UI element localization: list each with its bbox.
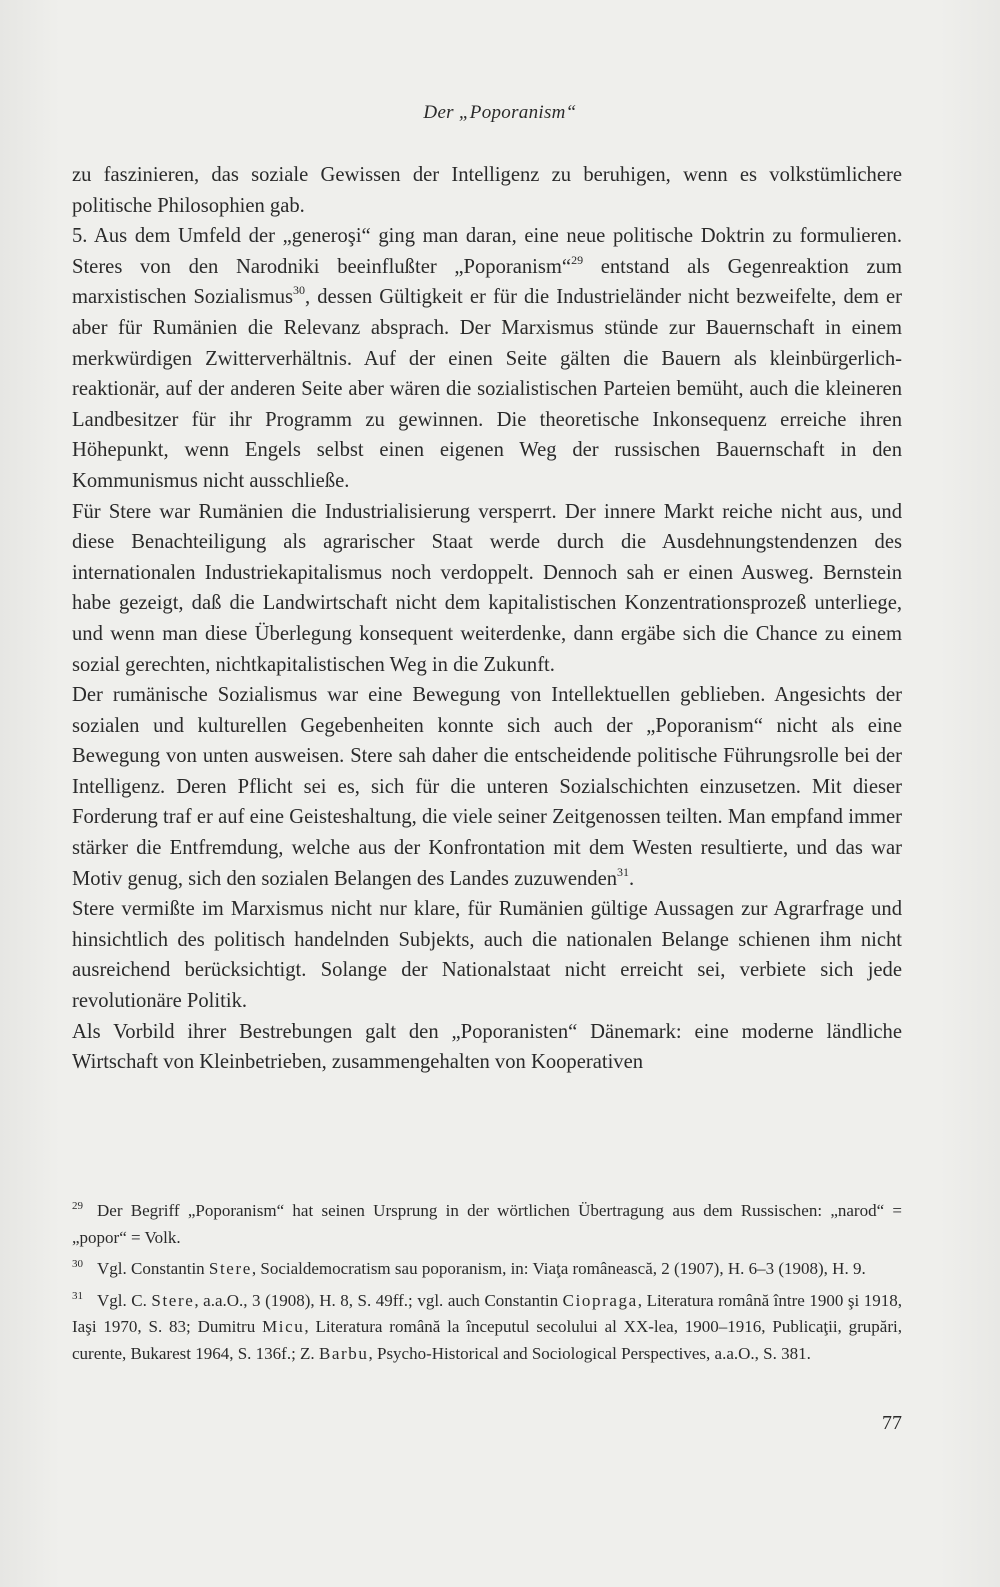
footnote-text: , Literatura română între 1900 şi 1918, Iaşi 1970, S. 83; Dumitru	[72, 1290, 902, 1336]
paragraph-2-text-b: entstand als Gegenreaktion zum marxistischen Sozialismus	[72, 255, 902, 309]
footnote-text: , Psycho-Historical and Sociological Perspectives, a.a.O., S. 381.	[368, 1343, 811, 1363]
paragraph-5-text: Stere vermißte im Marxismus nicht nur klare, für Rumänien gültige Aussagen zur Agrarfrage und hinsichtlich des politisch handelnden Subjekts, auch die nationalen Belange schienen ihm nicht ausreichend berücksichtigt. Solange der Nationalstaat nicht erreicht sei, verbiete sich jede revolutionäre Politik.	[72, 898, 902, 1013]
paragraph-4	[72, 680, 902, 894]
paragraph-2-text: 5. Aus dem Umfeld der „generoşi“ ging man daran, eine neue politische Doktrin zu formulieren. Steres von den Narodniki beeinflußter „Poporanism“	[72, 225, 902, 278]
paragraph-3-text: Für Stere war Rumänien die Industrialisierung versperrt. Der innere Markt reiche nicht aus, und diese Benachteiligung als agrarischer Staat werde durch die Ausdehnungstendenzen des internationalen Industriekapitalismus noch verdoppelt. Dennoch sah er einen Ausweg. Bernstein habe gezeigt, daß die Landwirtschaft nicht dem kapitalistischen Konzentrationsprozeß unterliege, und wenn man diese Überlegung konsequent weiterdenke, dann ergäbe sich die Chance zu einem sozial gerechten, nichtkapitalistischen Weg in die Zukunft.	[72, 500, 902, 676]
footnote-text: , Socialdemocratism sau poporanism, in: Viaţa românească, 2 (1907), H. 6–3 (1908), H. 9.	[251, 1259, 866, 1278]
footnote-29	[72, 1193, 902, 1251]
footnote-text: Vgl. C.	[97, 1290, 152, 1310]
paragraph-6	[72, 1017, 902, 1078]
paragraph-1	[72, 160, 902, 221]
footnote-30	[72, 1251, 902, 1283]
paragraph-4-text-b: .	[629, 867, 635, 890]
footnotes	[72, 1193, 902, 1367]
footnote-text: , Literatura română la începutul secolului al XX-lea, 1900–1916, Publicaţii, grupări, curente, Bukarest 1964, S. 136f.; Z.	[72, 1317, 902, 1363]
page-number: 77	[882, 1412, 902, 1434]
paragraph-1-text: zu faszinieren, das soziale Gewissen der Intelligenz zu beruhigen, wenn es volkstümlichere politische Philosophien gab.	[72, 164, 902, 217]
paragraph-5	[72, 894, 902, 1016]
footnote-ref-30[interactable]: 30	[293, 283, 306, 298]
footnote-number: 31	[72, 1289, 83, 1302]
paragraph-3	[72, 497, 902, 681]
footnote-ref-31[interactable]: 31	[617, 864, 630, 879]
paragraph-6-text: Als Vorbild ihrer Bestrebungen galt den „Poporanisten“ Dänemark: eine moderne ländliche Wirtschaft von Kleinbetrieben, zusammengehalten von Kooperativen	[72, 1020, 902, 1074]
paragraph-2-text-c: , dessen Gültigkeit er für die Industrieländer nicht bezweifelte, dem er aber für Rumänien die Relevanz absprach. Der Marxismus stünde zur Bauernschaft in einem merkwürdigen Zwitterverhältnis. Auf der einen Seite gälten die Bauern als kleinbürgerlich-reaktionär, auf der anderen Seite aber wären die sozialistischen Parteien bemüht, auch die kleineren Landbesitzer für ihr Programm zu gewinnen. Die theoretische Inkonsequenz erreiche ihren Höhepunkt, wenn Engels selbst einen eigenen Weg der russischen Bauernschaft in den Kommunismus nicht ausschließe.	[72, 286, 902, 492]
footnote-text: Der Begriff „Poporanism“ hat seinen Ursprung in der wörtlichen Übertragung aus dem Russischen: „narod“ = „popor“ = Volk.	[72, 1201, 902, 1247]
paragraph-2	[72, 221, 902, 496]
running-title: Der „Poporanism“	[423, 102, 577, 123]
footnote-number: 29	[72, 1200, 83, 1212]
main-text	[72, 160, 902, 1078]
footnote-31	[72, 1283, 902, 1368]
author-name: Stere	[208, 1259, 252, 1278]
author-name: Stere	[151, 1290, 195, 1310]
paragraph-4-text: Der rumänische Sozialismus war eine Bewegung von Intellektuellen geblieben. Angesichts der sozialen und kulturellen Gegebenheiten konnte sich auch der „Poporanism“ nicht als eine Bewegung von unten ausweisen. Stere sah daher die entscheidende politische Führungsrolle bei der Intelligenz. Deren Pflicht sei es, sich für die unteren Sozialschichten einzusetzen. Mit dieser Forderung traf er auf eine Geisteshaltung, die viele seiner Zeitgenossen teilten. Man empfand immer stärker die Entfremdung, welche aus der Konfrontation mit dem Westen resultierte, und das war Motiv genug, sich den sozialen Belangen des Landes zuzuwenden	[72, 684, 902, 890]
author-name: Barbu	[318, 1343, 369, 1363]
footnote-text: Vgl. Constantin	[97, 1259, 209, 1278]
author-name: Ciopraga	[562, 1290, 638, 1310]
footnote-number: 30	[72, 1258, 83, 1270]
footnote-ref-29[interactable]: 29	[571, 252, 584, 267]
author-name: Micu	[262, 1317, 305, 1336]
footnote-text: , a.a.O., 3 (1908), H. 8, S. 49ff.; vgl. auch Constantin	[194, 1290, 563, 1310]
